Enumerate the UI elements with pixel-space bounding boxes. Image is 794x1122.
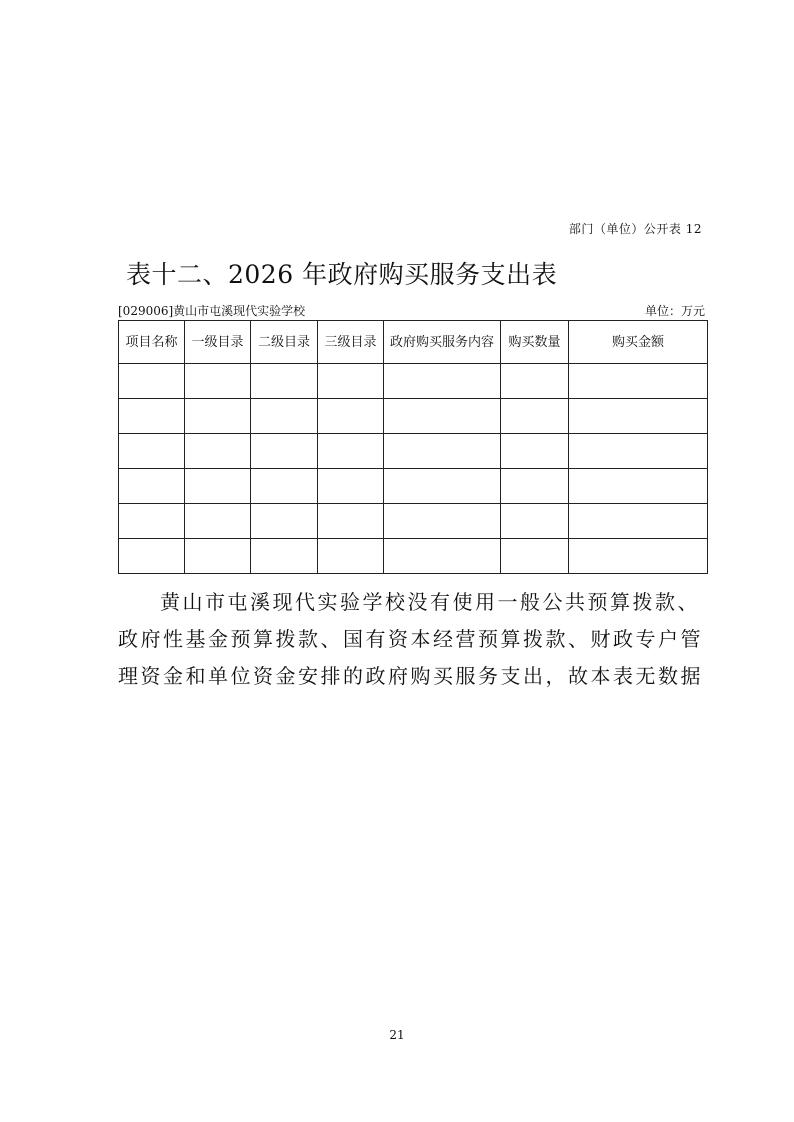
table-cell — [251, 434, 318, 469]
no-data-note: 黄山市屯溪现代实验学校没有使用一般公共预算拨款、政府性基金预算拨款、国有资本经营预算拨款、财政专户管理资金和单位资金安排的政府购买服务支出，故本表无数据 — [118, 590, 703, 688]
table-cell — [569, 399, 708, 434]
table-row — [119, 399, 708, 434]
table-cell — [384, 399, 501, 434]
table-cell — [569, 434, 708, 469]
table-cell — [501, 399, 569, 434]
table-row — [119, 469, 708, 504]
table-cell — [501, 434, 569, 469]
table-cell — [185, 434, 251, 469]
table-cell — [185, 539, 251, 574]
table-cell — [251, 504, 318, 539]
table-row — [119, 434, 708, 469]
table-cell — [119, 539, 185, 574]
table-cell — [501, 469, 569, 504]
table-cell — [185, 504, 251, 539]
table-cell — [185, 399, 251, 434]
page-title: 表十二、2026 年政府购买服务支出表 — [126, 260, 558, 289]
col-header-level1: 一级目录 — [185, 321, 251, 364]
table-row — [119, 504, 708, 539]
col-header-service-content: 政府购买服务内容 — [384, 321, 501, 364]
col-header-amount: 购买金额 — [569, 321, 708, 364]
table-cell — [501, 364, 569, 399]
col-header-level3: 三级目录 — [318, 321, 384, 364]
table-cell — [569, 504, 708, 539]
table-row — [119, 364, 708, 399]
table-cell — [569, 469, 708, 504]
table-cell — [119, 399, 185, 434]
table-cell — [318, 434, 384, 469]
unit-code-name: [029006]黄山市屯溪现代实验学校 — [118, 304, 306, 318]
unit-label: 单位：万元 — [644, 304, 705, 318]
table-cell — [251, 364, 318, 399]
table-cell — [119, 364, 185, 399]
table-cell — [119, 434, 185, 469]
table-cell — [384, 504, 501, 539]
table-header-row — [119, 321, 708, 364]
col-header-level2: 二级目录 — [251, 321, 318, 364]
table-cell — [318, 399, 384, 434]
page-number: 21 — [389, 1028, 405, 1042]
table-cell — [318, 364, 384, 399]
col-header-project-name: 项目名称 — [119, 321, 185, 364]
table-cell — [185, 469, 251, 504]
table-cell — [251, 399, 318, 434]
table-cell — [384, 434, 501, 469]
table-cell — [384, 539, 501, 574]
table-cell — [318, 539, 384, 574]
table-cell — [251, 539, 318, 574]
table-cell — [119, 469, 185, 504]
doc-label: 部门（单位）公开表 12 — [568, 222, 702, 236]
table-cell — [185, 364, 251, 399]
table-cell — [251, 469, 318, 504]
table-cell — [119, 504, 185, 539]
col-header-quantity: 购买数量 — [501, 321, 569, 364]
table-cell — [501, 504, 569, 539]
meta-row — [118, 302, 705, 319]
table-cell — [384, 469, 501, 504]
table-cell — [318, 504, 384, 539]
table-cell — [569, 539, 708, 574]
table-cell — [318, 469, 384, 504]
table-cell — [501, 539, 569, 574]
table-cell — [384, 364, 501, 399]
table-row — [119, 539, 708, 574]
spend-table — [118, 320, 708, 574]
table-cell — [569, 364, 708, 399]
